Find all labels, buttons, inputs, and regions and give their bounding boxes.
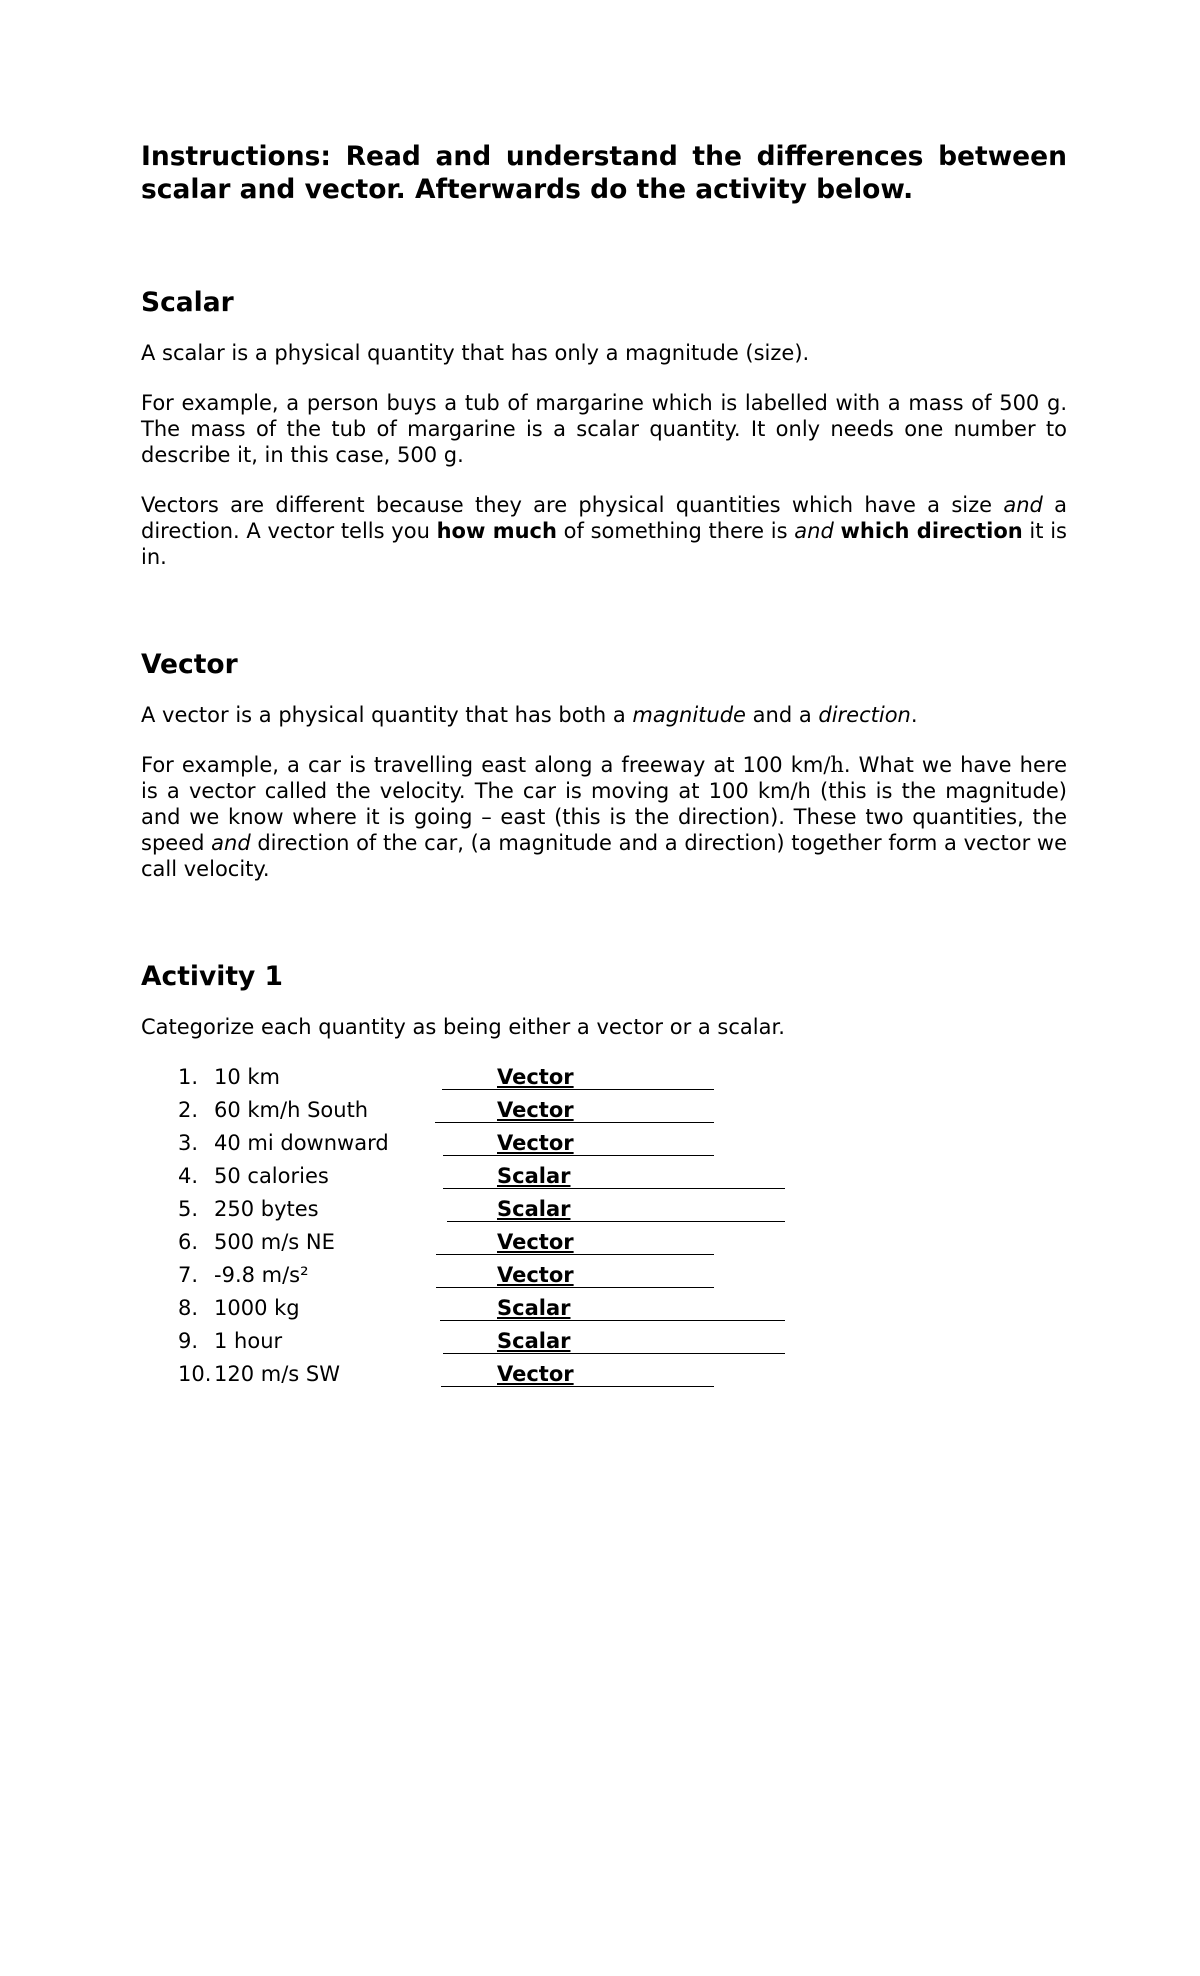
item-number: 3.	[178, 1131, 199, 1155]
list-item	[141, 1130, 1067, 1163]
activity-section	[141, 960, 1067, 1394]
activity-heading: Activity 1	[141, 961, 283, 992]
list-item	[141, 1097, 1067, 1130]
scalar-example: For example, a person buys a tub of margarine which is labelled with a mass of 500 g. The mass of the tub of margarine is a scalar quantity. It only needs one number to describe it, in this case, 500 g.	[141, 391, 1067, 467]
definition-text-1: A vector is a physical quantity that has both a	[141, 703, 633, 727]
example-and: and	[211, 831, 251, 855]
item-answer: Scalar	[497, 1329, 571, 1353]
contrast-which-direction: which direction	[840, 519, 1023, 543]
list-item	[141, 1361, 1067, 1394]
scalar-section	[141, 286, 1067, 570]
answer-line	[443, 1130, 714, 1156]
answer-line	[441, 1361, 714, 1387]
list-item	[141, 1163, 1067, 1196]
vector-definition	[141, 702, 1067, 728]
answer-line	[440, 1295, 785, 1321]
item-answer: Vector	[497, 1098, 574, 1122]
item-number: 5.	[178, 1197, 199, 1221]
item-answer: Vector	[497, 1131, 574, 1155]
item-answer: Vector	[497, 1065, 574, 1089]
item-quantity: 50 calories	[214, 1164, 329, 1188]
contrast-text-1: Vectors are different because they are physical quantities which have a size	[141, 493, 1004, 517]
document-page	[141, 140, 1067, 1394]
definition-magnitude: magnitude	[632, 703, 746, 727]
item-number: 7.	[178, 1263, 199, 1287]
item-number: 6.	[178, 1230, 199, 1254]
contrast-text-2: a direction. A vector tells you	[141, 493, 1067, 543]
definition-direction: direction	[818, 703, 911, 727]
contrast-and-1: and	[1003, 493, 1043, 517]
item-quantity: 120 m/s SW	[214, 1362, 340, 1386]
item-answer: Scalar	[497, 1164, 571, 1188]
item-quantity: 60 km/h South	[214, 1098, 369, 1122]
item-number: 2.	[178, 1098, 199, 1122]
answer-line	[443, 1328, 785, 1354]
item-quantity: 500 m/s NE	[214, 1230, 335, 1254]
answer-line	[435, 1097, 714, 1123]
vector-scalar-contrast	[141, 492, 1067, 570]
item-answer: Vector	[497, 1263, 574, 1287]
item-answer: Vector	[497, 1362, 574, 1386]
vector-example	[141, 752, 1067, 882]
example-unit: /h	[823, 753, 844, 777]
list-item	[141, 1064, 1067, 1097]
item-answer: Scalar	[497, 1296, 571, 1320]
activity-list	[141, 1064, 1067, 1394]
scalar-definition: A scalar is a physical quantity that has only a magnitude (size).	[141, 341, 810, 365]
item-quantity: 40 mi downward	[214, 1131, 389, 1155]
item-quantity: 10 km	[214, 1065, 281, 1089]
contrast-and-2: and	[794, 519, 834, 543]
item-answer: Vector	[497, 1230, 574, 1254]
contrast-how-much: how much	[436, 519, 557, 543]
contrast-text-3: of something there is	[556, 519, 795, 543]
vector-section	[141, 648, 1067, 882]
list-item	[141, 1229, 1067, 1262]
contrast-text-5: it is in.	[141, 519, 1067, 569]
definition-text-2: and a	[745, 703, 819, 727]
item-quantity: 1 hour	[214, 1329, 283, 1353]
item-number: 9.	[178, 1329, 199, 1353]
item-quantity: 250 bytes	[214, 1197, 319, 1221]
scalar-heading: Scalar	[141, 287, 234, 318]
definition-text-3: .	[910, 703, 918, 727]
item-quantity: -9.8 m/s²	[214, 1263, 309, 1287]
activity-prompt: Categorize each quantity as being either a vector or a scalar.	[141, 1015, 785, 1039]
answer-line	[436, 1262, 714, 1288]
item-answer: Scalar	[497, 1197, 571, 1221]
answer-line	[443, 1163, 785, 1189]
example-text-1: For example, a car is travelling east along a freeway at 100 km	[141, 753, 824, 777]
answer-line	[442, 1064, 714, 1090]
list-item	[141, 1262, 1067, 1295]
instructions-text: Instructions: Read and understand the differences between scalar and vector. Afterwards do the activity below.	[141, 141, 1067, 205]
example-text-3: direction of the car, (a magnitude and a direction) together form a vector we call velocity.	[141, 831, 1067, 881]
answer-line	[436, 1229, 714, 1255]
item-number: 8.	[178, 1296, 199, 1320]
list-item	[141, 1295, 1067, 1328]
vector-heading: Vector	[141, 649, 238, 680]
contrast-text-4	[834, 519, 841, 543]
item-quantity: 1000 kg	[214, 1296, 300, 1320]
item-number: 10.	[178, 1362, 212, 1386]
list-item	[141, 1328, 1067, 1361]
item-number: 4.	[178, 1164, 199, 1188]
example-text-2: . What we have here is a vector called the velocity. The car is moving at 100 km/h (this is the magnitude) and we know where it is going – east (this is the direction). These two quantities, the speed	[141, 753, 1067, 855]
item-number: 1.	[178, 1065, 199, 1089]
list-item	[141, 1196, 1067, 1229]
